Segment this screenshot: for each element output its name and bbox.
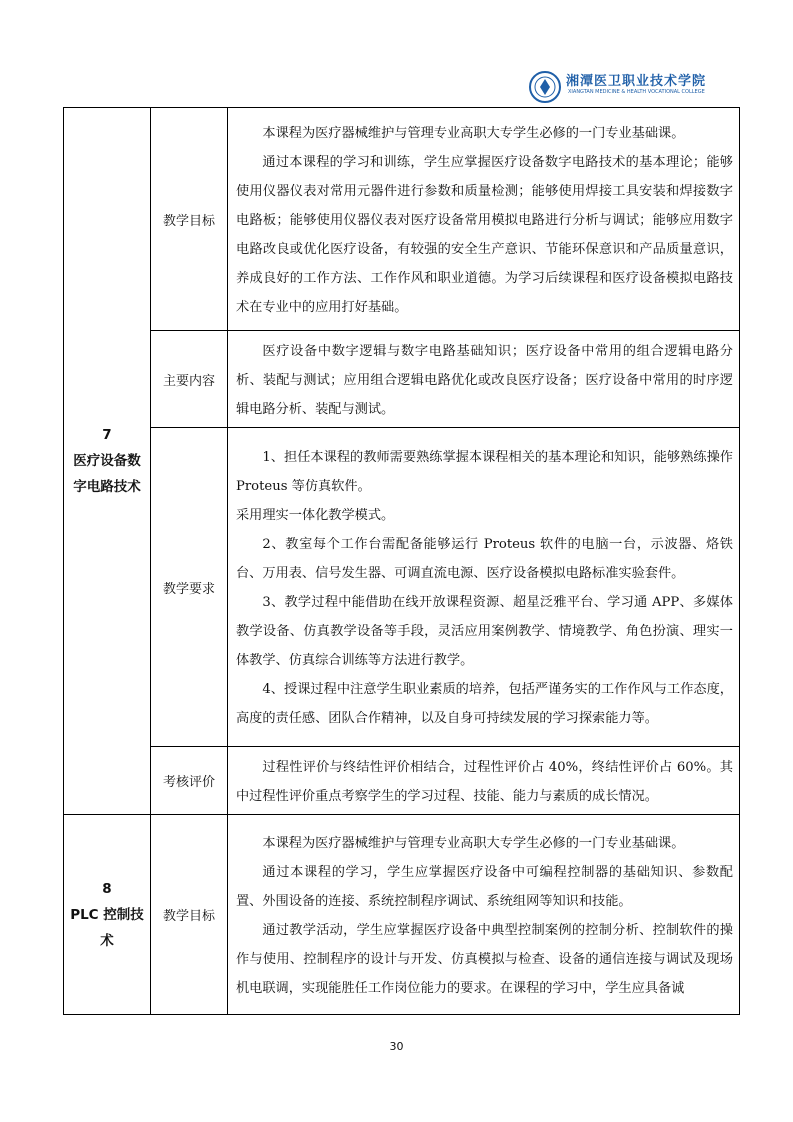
table-row [64, 331, 740, 428]
paragraph: 通过本课程的学习，学生应掌握医疗设备中可编程控制器的基础知识、参数配置、外围设备的连接、系统控制程序调试、系统组网等知识和技能。 [236, 864, 733, 909]
course-name-cell [64, 108, 151, 815]
course-number: 7 [102, 427, 112, 443]
paragraph: 本课程为医疗器械维护与管理专业高职大专学生必修的一门专业基础课。 [262, 835, 685, 851]
paragraph: 过程性评价与终结性评价相结合，过程性评价占 40%，终结性评价占 60%。其中过程性评价重点考察学生的学习过程、技能、能力与素质的成长情况。 [236, 759, 733, 804]
page-number: 30 [389, 1040, 404, 1053]
logo-text: 湘潭医卫职业技术学院 [566, 74, 707, 89]
row-content [228, 108, 740, 331]
paragraph: 通过教学活动，学生应掌握医疗设备中典型控制案例的控制分析、控制软件的操作与使用、控制程序的设计与开发、仿真模拟与检查、设备的通信连接与调试及现场机电联调，实现能胜任工作岗位能力的要求。在课程的学习中，学生应具备诚 [236, 922, 733, 996]
paragraph: 本课程为医疗器械维护与管理专业高职大专学生必修的一门专业基础课。 [262, 125, 685, 141]
logo-subtitle: XIANGTAN MEDICINE & HEALTH VOCATIONAL COLLEGE [568, 89, 705, 95]
paragraph: 通过本课程的学习和训练，学生应掌握医疗设备数字电路技术的基本理论；能够使用仪器仪表对常用元器件进行参数和质量检测；能够使用焊接工具安装和焊接数字电路板；能够使用仪器仪表对医疗设备常用模拟电路进行分析与调试；能够应用数字电路改良或优化医疗设备，有较强的安全生产意识、节能环保意识和产品质量意识，养成良好的工作方法、工作作风和职业道德。为学习后续课程和医疗设备模拟电路技术在专业中的应用打好基础。 [236, 154, 733, 315]
paragraph: 3、教学过程中能借助在线开放课程资源、超星泛雅平台、学习通 APP、多媒体教学设备、仿真教学设备等手段，灵活应用案例教学、情境教学、角色扮演、理实一体教学、仿真综合训练等方法进行教学。 [236, 595, 733, 668]
course-number: 8 [102, 880, 112, 897]
row-content [228, 815, 740, 1015]
row-content [228, 428, 740, 747]
row-label: 考核评价 [151, 747, 228, 815]
course-name-cell [64, 815, 151, 1015]
course-name-line: PLC 控制技 [70, 906, 144, 923]
paragraph: 采用理实一体化教学模式。 [236, 508, 395, 523]
row-content [228, 331, 740, 428]
paragraph: 医疗设备中数字逻辑与数字电路基础知识；医疗设备中常用的组合逻辑电路分析、装配与测试；应用组合逻辑电路优化或改良医疗设备；医疗设备中常用的时序逻辑电路分析、装配与测试。 [236, 343, 733, 417]
row-label: 主要内容 [151, 331, 228, 428]
table-row [64, 428, 740, 747]
row-content [228, 747, 740, 815]
paragraph: 2、教室每个工作台需配备能够运行 Proteus 软件的电脑一台，示波器、烙铁台、万用表、信号发生器、可调直流电源、医疗设备模拟电路标准实验套件。 [236, 537, 733, 581]
table-row [64, 747, 740, 815]
row-label: 教学要求 [151, 428, 228, 747]
table-row [64, 108, 740, 331]
paragraph: 4、授课过程中注意学生职业素质的培养，包括严谨务实的工作作风与工作态度，高度的责任感、团队合作精神，以及自身可持续发展的学习探索能力等。 [236, 682, 733, 726]
course-name-line: 字电路技术 [73, 479, 141, 495]
course-name-line: 医疗设备数 [73, 453, 141, 469]
course-name-line: 术 [100, 932, 114, 949]
row-label: 教学目标 [151, 108, 228, 331]
course-table [63, 107, 740, 1015]
college-emblem-icon [528, 70, 562, 104]
row-label: 教学目标 [151, 815, 228, 1015]
paragraph: 1、担任本课程的教师需要熟练掌握本课程相关的基本理论和知识，能够熟练操作 Proteus 等仿真软件。 [236, 450, 733, 494]
table-row [64, 815, 740, 1015]
